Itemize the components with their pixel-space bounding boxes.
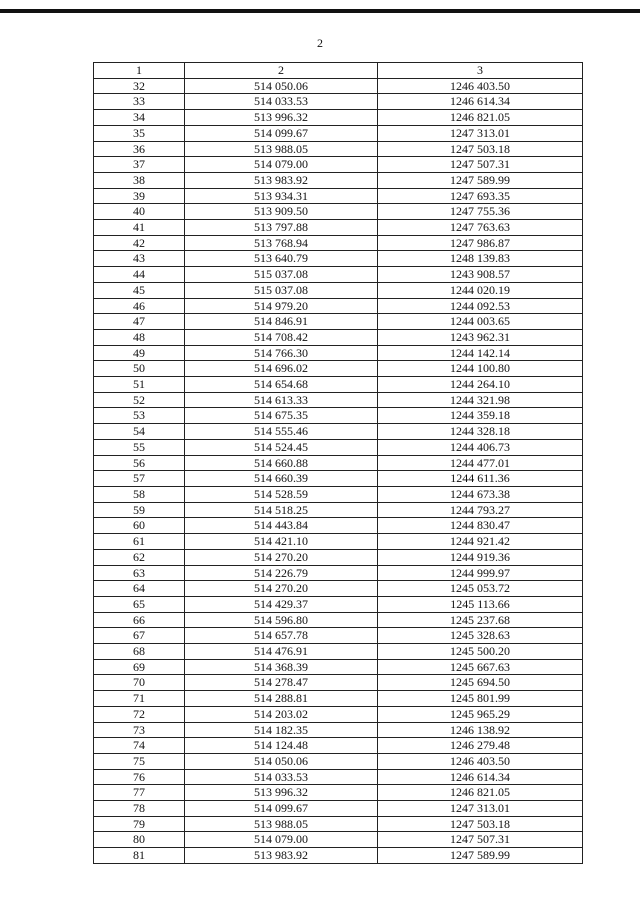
table-row: [94, 753, 583, 769]
x-coordinate-cell: 514 696.02: [185, 361, 378, 377]
column-header: 1: [94, 63, 185, 79]
point-number-cell: 64: [94, 581, 185, 597]
table-row: [94, 738, 583, 754]
table-row: [94, 596, 583, 612]
x-coordinate-cell: 514 657.78: [185, 628, 378, 644]
x-coordinate-cell: 514 203.02: [185, 706, 378, 722]
point-number-cell: 49: [94, 345, 185, 361]
y-coordinate-cell: 1244 999.97: [378, 565, 583, 581]
y-coordinate-cell: 1244 003.65: [378, 314, 583, 330]
table-row: [94, 706, 583, 722]
y-coordinate-cell: 1244 919.36: [378, 549, 583, 565]
table-row: [94, 691, 583, 707]
x-coordinate-cell: 514 476.91: [185, 644, 378, 660]
coordinates-table: [93, 62, 583, 864]
point-number-cell: 40: [94, 204, 185, 220]
x-coordinate-cell: 514 033.53: [185, 94, 378, 110]
x-coordinate-cell: 514 528.59: [185, 486, 378, 502]
point-number-cell: 37: [94, 157, 185, 173]
table-row: [94, 455, 583, 471]
x-coordinate-cell: 515 037.08: [185, 267, 378, 283]
table-row: [94, 518, 583, 534]
point-number-cell: 50: [94, 361, 185, 377]
table-row: [94, 581, 583, 597]
y-coordinate-cell: 1247 589.99: [378, 848, 583, 864]
point-number-cell: 39: [94, 188, 185, 204]
table-row: [94, 204, 583, 220]
table-row: [94, 345, 583, 361]
point-number-cell: 33: [94, 94, 185, 110]
point-number-cell: 62: [94, 549, 185, 565]
y-coordinate-cell: 1246 403.50: [378, 78, 583, 94]
x-coordinate-cell: 514 288.81: [185, 691, 378, 707]
table-row: [94, 565, 583, 581]
x-coordinate-cell: 513 988.05: [185, 141, 378, 157]
y-coordinate-cell: 1247 507.31: [378, 832, 583, 848]
x-coordinate-cell: 514 660.88: [185, 455, 378, 471]
table-row: [94, 785, 583, 801]
x-coordinate-cell: 514 518.25: [185, 502, 378, 518]
point-number-cell: 69: [94, 659, 185, 675]
table-row: [94, 549, 583, 565]
column-header: 3: [378, 63, 583, 79]
point-number-cell: 76: [94, 769, 185, 785]
y-coordinate-cell: 1244 328.18: [378, 424, 583, 440]
point-number-cell: 44: [94, 267, 185, 283]
y-coordinate-cell: 1247 313.01: [378, 125, 583, 141]
y-coordinate-cell: 1247 503.18: [378, 141, 583, 157]
x-coordinate-cell: 513 909.50: [185, 204, 378, 220]
x-coordinate-cell: 514 050.06: [185, 753, 378, 769]
point-number-cell: 75: [94, 753, 185, 769]
x-coordinate-cell: 514 124.48: [185, 738, 378, 754]
x-coordinate-cell: 514 050.06: [185, 78, 378, 94]
table-row: [94, 282, 583, 298]
x-coordinate-cell: 514 846.91: [185, 314, 378, 330]
x-coordinate-cell: 513 996.32: [185, 785, 378, 801]
x-coordinate-cell: 514 555.46: [185, 424, 378, 440]
top-rule: [0, 9, 640, 13]
y-coordinate-cell: 1244 406.73: [378, 439, 583, 455]
y-coordinate-cell: 1247 507.31: [378, 157, 583, 173]
point-number-cell: 58: [94, 486, 185, 502]
table-row: [94, 392, 583, 408]
x-coordinate-cell: 513 983.92: [185, 848, 378, 864]
point-number-cell: 65: [94, 596, 185, 612]
table-row: [94, 172, 583, 188]
x-coordinate-cell: 514 443.84: [185, 518, 378, 534]
y-coordinate-cell: 1244 020.19: [378, 282, 583, 298]
table-row: [94, 628, 583, 644]
y-coordinate-cell: 1247 763.63: [378, 220, 583, 236]
table-header-row: [94, 63, 583, 79]
y-coordinate-cell: 1245 694.50: [378, 675, 583, 691]
y-coordinate-cell: 1246 614.34: [378, 94, 583, 110]
table-row: [94, 377, 583, 393]
y-coordinate-cell: 1246 138.92: [378, 722, 583, 738]
x-coordinate-cell: 515 037.08: [185, 282, 378, 298]
point-number-cell: 51: [94, 377, 185, 393]
y-coordinate-cell: 1245 801.99: [378, 691, 583, 707]
point-number-cell: 81: [94, 848, 185, 864]
x-coordinate-cell: 514 524.45: [185, 439, 378, 455]
y-coordinate-cell: 1244 142.14: [378, 345, 583, 361]
x-coordinate-cell: 514 278.47: [185, 675, 378, 691]
table-row: [94, 251, 583, 267]
y-coordinate-cell: 1246 614.34: [378, 769, 583, 785]
y-coordinate-cell: 1244 477.01: [378, 455, 583, 471]
table-row: [94, 801, 583, 817]
y-coordinate-cell: 1246 279.48: [378, 738, 583, 754]
y-coordinate-cell: 1248 139.83: [378, 251, 583, 267]
y-coordinate-cell: 1245 328.63: [378, 628, 583, 644]
table-body: [94, 78, 583, 863]
y-coordinate-cell: 1247 589.99: [378, 172, 583, 188]
table-row: [94, 298, 583, 314]
x-coordinate-cell: 514 033.53: [185, 769, 378, 785]
x-coordinate-cell: 513 934.31: [185, 188, 378, 204]
table-row: [94, 534, 583, 550]
point-number-cell: 79: [94, 816, 185, 832]
table-row: [94, 110, 583, 126]
x-coordinate-cell: 514 654.68: [185, 377, 378, 393]
x-coordinate-cell: 514 099.67: [185, 125, 378, 141]
x-coordinate-cell: 513 797.88: [185, 220, 378, 236]
point-number-cell: 45: [94, 282, 185, 298]
x-coordinate-cell: 514 270.20: [185, 549, 378, 565]
x-coordinate-cell: 514 596.80: [185, 612, 378, 628]
y-coordinate-cell: 1244 673.38: [378, 486, 583, 502]
y-coordinate-cell: 1244 100.80: [378, 361, 583, 377]
table-row: [94, 220, 583, 236]
point-number-cell: 68: [94, 644, 185, 660]
x-coordinate-cell: 514 675.35: [185, 408, 378, 424]
table-row: [94, 267, 583, 283]
y-coordinate-cell: 1245 965.29: [378, 706, 583, 722]
x-coordinate-cell: 513 996.32: [185, 110, 378, 126]
point-number-cell: 43: [94, 251, 185, 267]
x-coordinate-cell: 514 079.00: [185, 157, 378, 173]
y-coordinate-cell: 1247 986.87: [378, 235, 583, 251]
table-row: [94, 314, 583, 330]
point-number-cell: 72: [94, 706, 185, 722]
point-number-cell: 52: [94, 392, 185, 408]
x-coordinate-cell: 513 983.92: [185, 172, 378, 188]
x-coordinate-cell: 514 766.30: [185, 345, 378, 361]
point-number-cell: 59: [94, 502, 185, 518]
table-row: [94, 188, 583, 204]
table-row: [94, 644, 583, 660]
column-header: 2: [185, 63, 378, 79]
x-coordinate-cell: 514 660.39: [185, 471, 378, 487]
table-row: [94, 94, 583, 110]
point-number-cell: 70: [94, 675, 185, 691]
x-coordinate-cell: 514 708.42: [185, 329, 378, 345]
point-number-cell: 32: [94, 78, 185, 94]
x-coordinate-cell: 514 421.10: [185, 534, 378, 550]
point-number-cell: 78: [94, 801, 185, 817]
point-number-cell: 35: [94, 125, 185, 141]
y-coordinate-cell: 1245 500.20: [378, 644, 583, 660]
table-row: [94, 659, 583, 675]
x-coordinate-cell: 514 979.20: [185, 298, 378, 314]
y-coordinate-cell: 1247 755.36: [378, 204, 583, 220]
x-coordinate-cell: 514 429.37: [185, 596, 378, 612]
table-row: [94, 141, 583, 157]
table-row: [94, 675, 583, 691]
table-row: [94, 816, 583, 832]
y-coordinate-cell: 1246 821.05: [378, 785, 583, 801]
table-row: [94, 471, 583, 487]
y-coordinate-cell: 1246 403.50: [378, 753, 583, 769]
table-row: [94, 329, 583, 345]
y-coordinate-cell: 1245 113.66: [378, 596, 583, 612]
table-row: [94, 486, 583, 502]
point-number-cell: 80: [94, 832, 185, 848]
point-number-cell: 36: [94, 141, 185, 157]
point-number-cell: 60: [94, 518, 185, 534]
table-row: [94, 722, 583, 738]
table-row: [94, 424, 583, 440]
page-number: 2: [317, 36, 323, 50]
point-number-cell: 53: [94, 408, 185, 424]
x-coordinate-cell: 514 079.00: [185, 832, 378, 848]
point-number-cell: 73: [94, 722, 185, 738]
point-number-cell: 56: [94, 455, 185, 471]
table-row: [94, 361, 583, 377]
x-coordinate-cell: 514 182.35: [185, 722, 378, 738]
point-number-cell: 54: [94, 424, 185, 440]
table-row: [94, 125, 583, 141]
y-coordinate-cell: 1245 053.72: [378, 581, 583, 597]
point-number-cell: 46: [94, 298, 185, 314]
x-coordinate-cell: 514 099.67: [185, 801, 378, 817]
point-number-cell: 71: [94, 691, 185, 707]
x-coordinate-cell: 513 988.05: [185, 816, 378, 832]
point-number-cell: 42: [94, 235, 185, 251]
y-coordinate-cell: 1244 611.36: [378, 471, 583, 487]
y-coordinate-cell: 1244 264.10: [378, 377, 583, 393]
point-number-cell: 55: [94, 439, 185, 455]
table-row: [94, 235, 583, 251]
y-coordinate-cell: 1247 313.01: [378, 801, 583, 817]
point-number-cell: 48: [94, 329, 185, 345]
point-number-cell: 38: [94, 172, 185, 188]
point-number-cell: 61: [94, 534, 185, 550]
y-coordinate-cell: 1244 793.27: [378, 502, 583, 518]
point-number-cell: 74: [94, 738, 185, 754]
y-coordinate-cell: 1243 908.57: [378, 267, 583, 283]
y-coordinate-cell: 1244 321.98: [378, 392, 583, 408]
point-number-cell: 77: [94, 785, 185, 801]
y-coordinate-cell: 1244 092.53: [378, 298, 583, 314]
y-coordinate-cell: 1244 359.18: [378, 408, 583, 424]
table-row: [94, 848, 583, 864]
table-row: [94, 157, 583, 173]
point-number-cell: 66: [94, 612, 185, 628]
point-number-cell: 41: [94, 220, 185, 236]
y-coordinate-cell: 1244 830.47: [378, 518, 583, 534]
table-row: [94, 408, 583, 424]
table-row: [94, 502, 583, 518]
point-number-cell: 67: [94, 628, 185, 644]
point-number-cell: 34: [94, 110, 185, 126]
x-coordinate-cell: 514 368.39: [185, 659, 378, 675]
table-row: [94, 78, 583, 94]
y-coordinate-cell: 1245 237.68: [378, 612, 583, 628]
table-row: [94, 832, 583, 848]
table-row: [94, 612, 583, 628]
y-coordinate-cell: 1246 821.05: [378, 110, 583, 126]
y-coordinate-cell: 1247 503.18: [378, 816, 583, 832]
x-coordinate-cell: 513 640.79: [185, 251, 378, 267]
y-coordinate-cell: 1244 921.42: [378, 534, 583, 550]
point-number-cell: 57: [94, 471, 185, 487]
y-coordinate-cell: 1245 667.63: [378, 659, 583, 675]
y-coordinate-cell: 1247 693.35: [378, 188, 583, 204]
point-number-cell: 47: [94, 314, 185, 330]
x-coordinate-cell: 514 613.33: [185, 392, 378, 408]
table-row: [94, 439, 583, 455]
point-number-cell: 63: [94, 565, 185, 581]
x-coordinate-cell: 514 226.79: [185, 565, 378, 581]
table-row: [94, 769, 583, 785]
x-coordinate-cell: 514 270.20: [185, 581, 378, 597]
x-coordinate-cell: 513 768.94: [185, 235, 378, 251]
y-coordinate-cell: 1243 962.31: [378, 329, 583, 345]
